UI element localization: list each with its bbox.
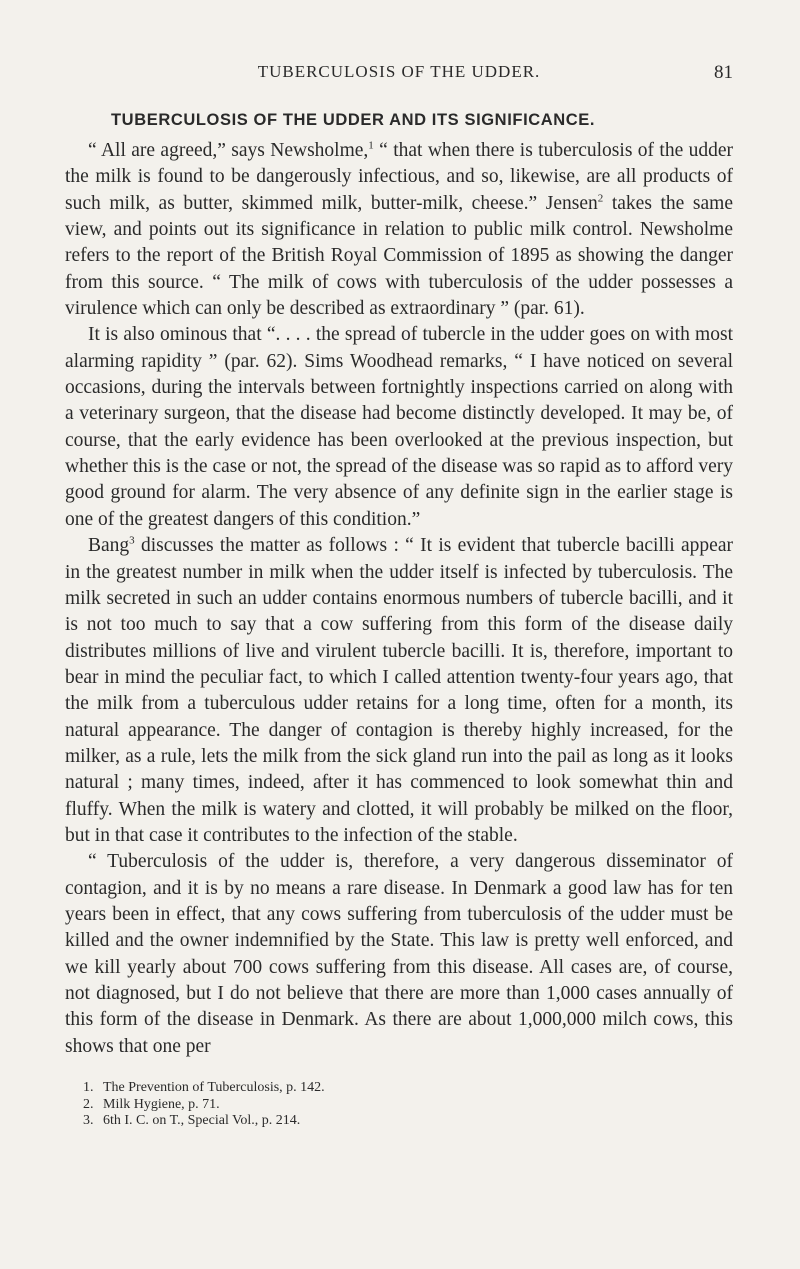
footnote-number: 2. [83, 1096, 94, 1112]
footnote-number: 3. [83, 1113, 94, 1128]
section-title: TUBERCULOSIS OF THE UDDER AND ITS SIGNIFICANCE. [111, 111, 596, 129]
footnote-text: 6th I. C. on T., Special Vol., p. 214. [103, 1113, 301, 1128]
running-head [65, 62, 733, 86]
footnote-ref: 1 [368, 139, 374, 152]
paragraph-text: Bang [88, 535, 130, 557]
paragraph-text: discusses the matter as follows : “ It is evident that tubercle bacilli appear in the greatest number in milk when the udder itself is infected by tuberculosis. The milk secreted in such an udder contains enormous numbers of tubercle bacilli, and it is not too much to say that a cow suffering from this form of the disease daily distributes millions of live and virulent tubercle bacilli. It is, therefore, important to bear in mind the peculiar fact, to which I called attention twenty-four years ago, that the milk from a tuberculous udder retains for a long time, often for a month, its natural appearance. The danger of contagion is thereby highly increased, for the milker, as a rule, lets the milk from the sick gland run into the pail as long as it looks natural ; many times, indeed, after it has commenced to look somewhat thin and fluffy. When the milk is watery and clotted, it will probably be milked on the floor, but in that case it contributes to the infection of the stable. [65, 535, 733, 846]
footnotes [83, 1080, 733, 1130]
footnote [83, 1097, 733, 1114]
footnote [83, 1080, 733, 1097]
footnote [83, 1113, 733, 1130]
running-head-title: TUBERCULOSIS OF THE UDDER. [257, 62, 541, 81]
footnote-ref: 2 [597, 192, 604, 205]
paragraph [65, 849, 733, 1060]
paragraph-text: It is also ominous that “. . . . the spread of tubercle in the udder goes on with most alarming rapidity ” (par. 62). Sims Woodhead remarks, “ I have noticed on several occasions, during the intervals between fortnightly inspections carried on along with a veterinary surgeon, that the disease had become distinctly developed. It may be, of course, that the early evidence has been overlooked at the previous inspection, but whether this is the case or not, the spread of the disease was so rapid as to afford very good ground for alarm. The very absence of any definite sign in the earlier stage is one of the greatest dangers of this condition.” [65, 324, 733, 530]
paragraph [65, 533, 733, 849]
paragraph-text: “ Tuberculosis of the udder is, therefore, a very dangerous disseminator of contagion, and it is by no means a rare disease. In Denmark a good law has for ten years been in effect, that any cows suffering from tuberculosis of the udder must be killed and the owner indemnified by the State. This law is pretty well enforced, and we kill yearly about 700 cows suffering from this disease. All cases are, of course, not diagnosed, but I do not believe that there are more than 1,000 cases annually of this form of the disease in Denmark. As there are about 1,000,000 milch cows, this shows that one per [65, 851, 733, 1057]
paragraph [65, 138, 733, 322]
paragraph-text: “ that when there is tuberculosis of the udder the milk is found to be dangerously infectious, and so, likewise, are all products of such milk, as butter, skimmed milk, butter-milk, cheese.” Jensen [65, 140, 734, 214]
footnote-number: 1. [83, 1080, 94, 1095]
footnote-text: Milk Hygiene, p. 71. [103, 1096, 220, 1112]
paragraph-text: takes the same view, and points out its significance in relation to public milk control. Newsholme refers to the report of the British Royal Commission of 1895 as showing the danger from this source. “ The milk of cows with tuberculosis of the udder possesses a virulence which can only be described as extraordinary ” (par. 61). [65, 192, 733, 320]
footnote-text: The Prevention of Tuberculosis, p. 142. [103, 1080, 325, 1095]
paragraph-text: “ All are agreed,” says Newsholme, [88, 140, 369, 161]
paragraph [65, 322, 733, 533]
body-text [65, 138, 733, 1060]
footnote-ref: 3 [129, 534, 135, 547]
page-number: 81 [714, 62, 733, 83]
